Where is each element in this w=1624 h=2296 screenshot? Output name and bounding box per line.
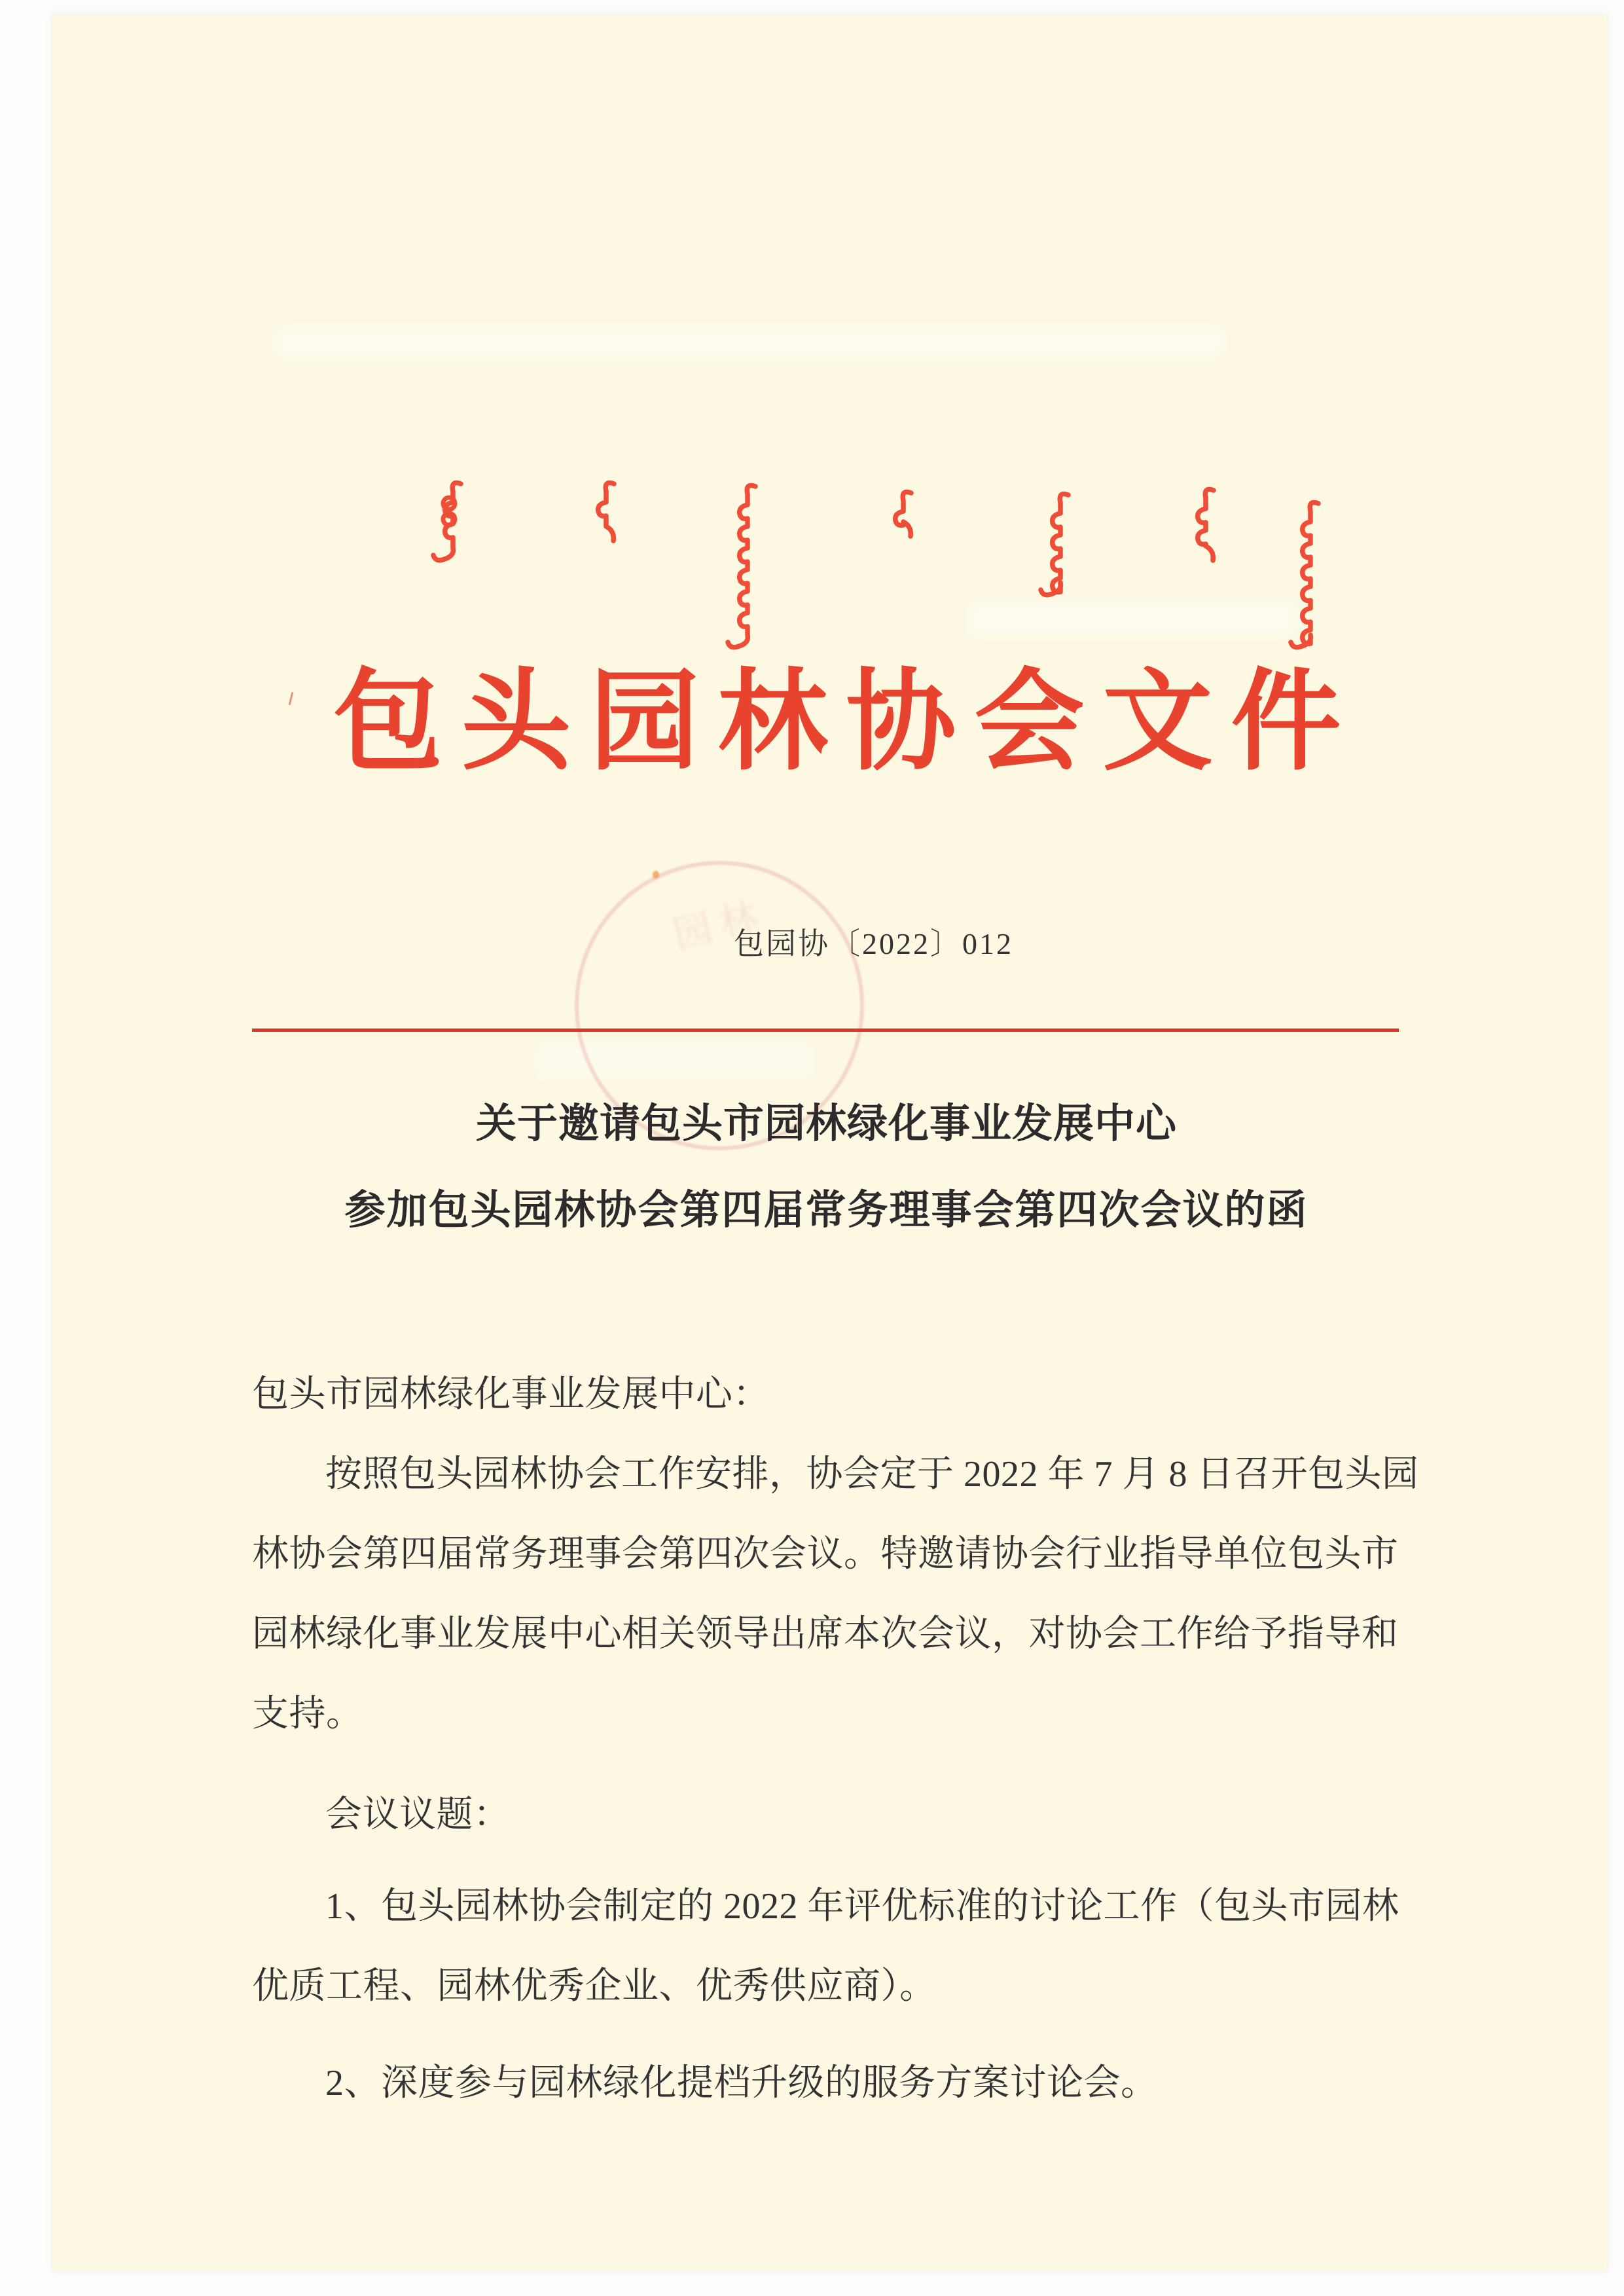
subject-title-line1: 关于邀请包头市园林绿化事业发展中心 xyxy=(475,1102,1177,1146)
letter-body xyxy=(252,1355,1419,2123)
mongolian-script-loop xyxy=(443,513,455,525)
doc-number: 包园协〔2022〕012 xyxy=(734,927,1013,960)
subject-title-line2: 参加包头园林协会第四届常务理事会第四次会议的函 xyxy=(344,1188,1308,1233)
mongolian-script-column xyxy=(728,486,755,647)
agenda-item-1-line2: 优质工程、园林优秀企业、优秀供应商）。 xyxy=(252,1966,937,2007)
body-line: 支持。 xyxy=(252,1694,363,1734)
body-line: 林协会第四届常务理事会第四次会议。特邀请协会行业指导单位包头市 xyxy=(252,1534,1399,1575)
mongolian-script-header xyxy=(353,465,1355,655)
mongolian-script-column xyxy=(1291,503,1318,647)
ghost-seal-text: 园林 xyxy=(669,892,772,957)
masthead-title: 包头园林协会文件 xyxy=(333,662,1360,784)
body-line: 按照包头园林协会工作安排，协会定于 2022 年 7 月 8 日召开包头园 xyxy=(325,1454,1419,1495)
red-divider-rule xyxy=(252,1029,1399,1032)
mongolian-script-column xyxy=(598,483,614,541)
body-line: 园林绿化事业发展中心相关领导出席本次会议，对协会工作给予指导和 xyxy=(252,1614,1399,1654)
mongolian-script-column xyxy=(1041,494,1068,595)
agenda-heading: 会议议题： xyxy=(325,1795,511,1835)
mongolian-script-column xyxy=(895,492,911,537)
agenda-item-1-line1: 1、包头园林协会制定的 2022 年评优标准的讨论工作（包头市园林 xyxy=(325,1886,1399,1927)
agenda-item-2: 2、深度参与园林绿化提档升级的服务方案讨论会。 xyxy=(325,2063,1158,2104)
salutation: 包头市园林绿化事业发展中心： xyxy=(252,1374,770,1415)
document-page xyxy=(52,14,1607,2270)
subject-title xyxy=(252,1101,1401,1233)
bleed-through-smudge xyxy=(275,327,1224,357)
paper-speck xyxy=(653,871,659,879)
mongolian-script-column xyxy=(1198,490,1214,561)
